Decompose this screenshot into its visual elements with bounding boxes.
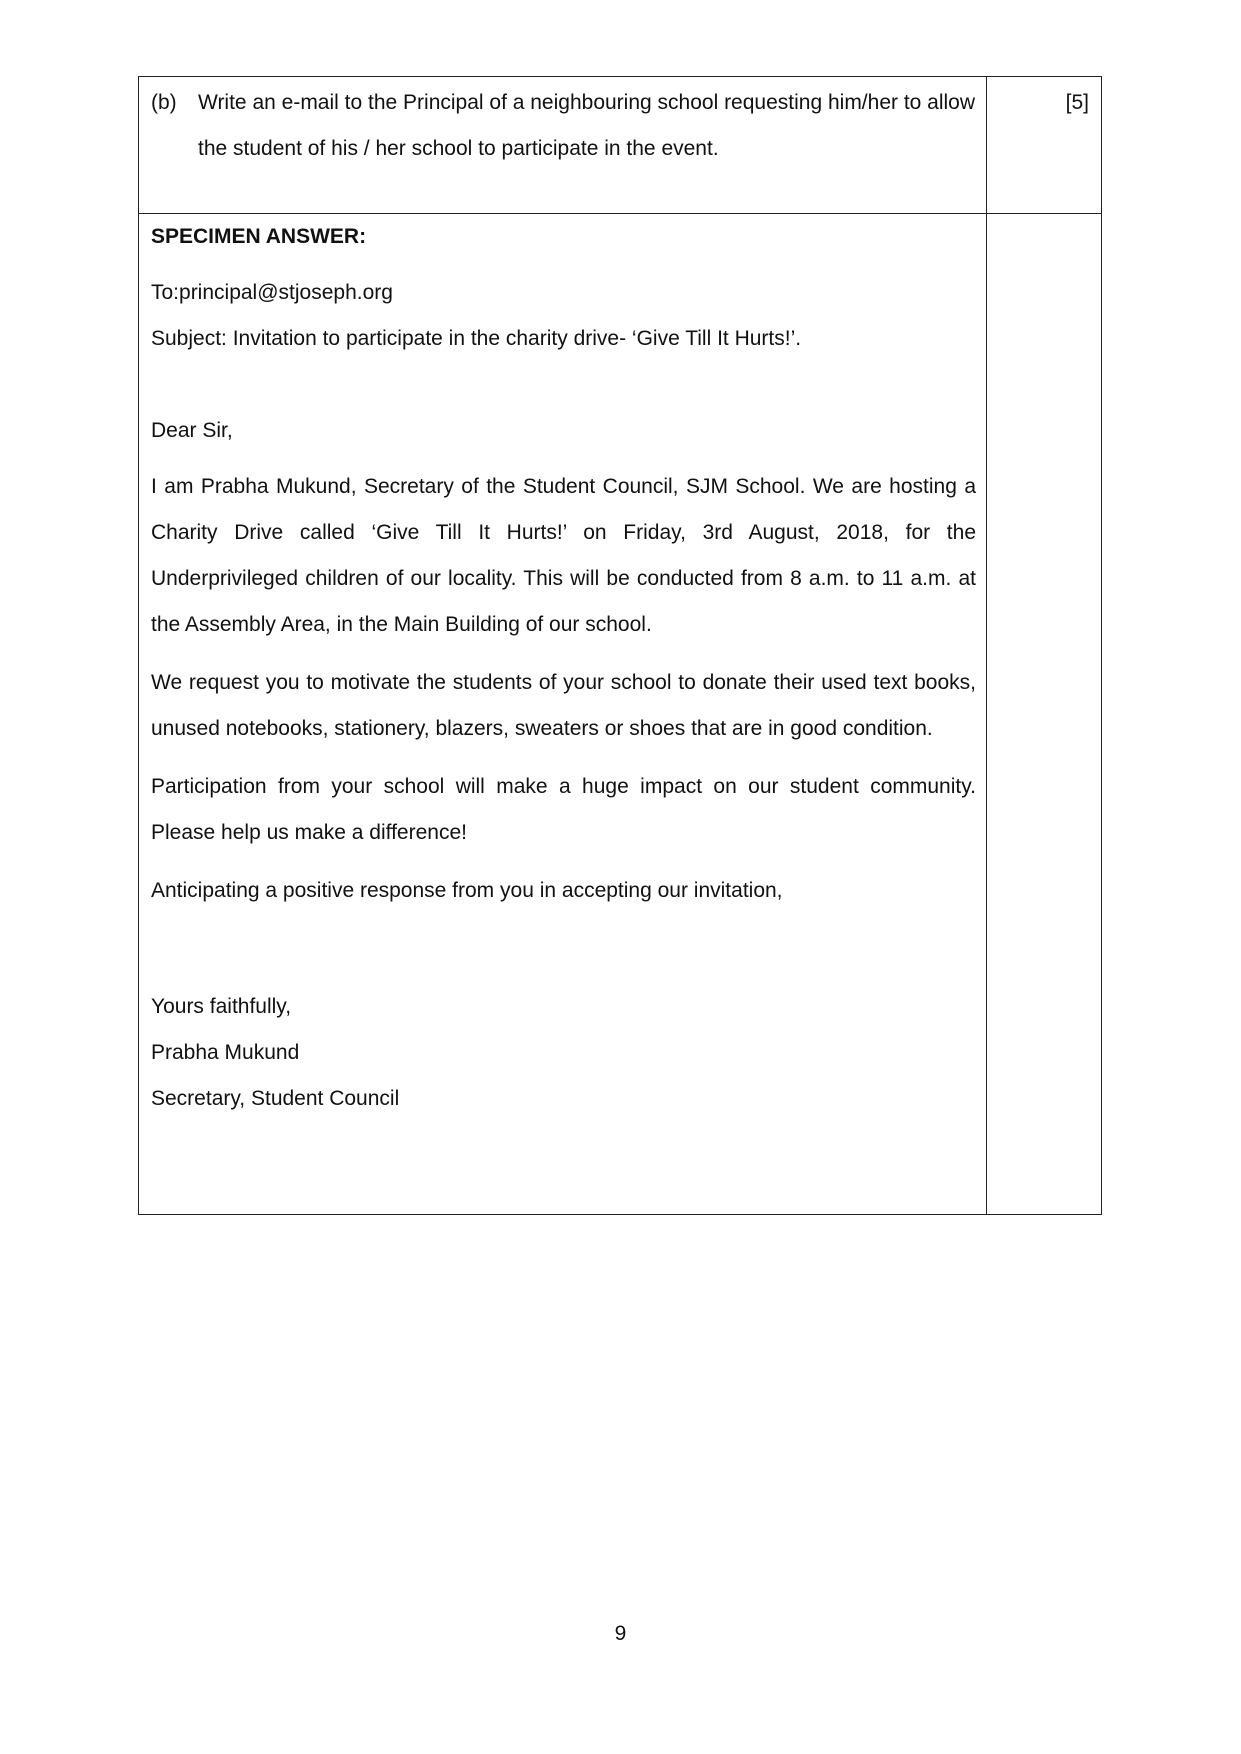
email-subject: Subject: Invitation to participate in the charity drive- ‘Give Till It Hurts!’.: [151, 327, 802, 350]
answer-table: [138, 76, 1102, 1215]
answer-cell: [139, 214, 987, 1215]
sender-name: Prabha Mukund: [151, 1041, 300, 1064]
answer-marks-cell: [986, 214, 1101, 1215]
closing: Yours faithfully,: [151, 995, 292, 1018]
page-number: 9: [614, 1622, 627, 1645]
sender-title: Secretary, Student Council: [151, 1087, 400, 1110]
salutation: Dear Sir,: [151, 419, 233, 442]
body-paragraph: Participation from your school will make a huge impact on our student community. Please help us make a difference!: [151, 775, 976, 844]
question-cell: [139, 77, 987, 214]
answer-row: [139, 214, 1102, 1215]
body-paragraph: I am Prabha Mukund, Secretary of the Student Council, SJM School. We are hosting a Charity Drive called ‘Give Till It Hurts!’ on Friday, 3rd August, 2018, for the Underprivileged children of our locality. This will be conducted from 8 a.m. to 11 a.m. at the Assembly Area, in the Main Building of our school.: [151, 475, 976, 636]
question-label: (b): [151, 91, 177, 114]
question-marks: [5]: [1065, 91, 1089, 114]
marks-cell: [986, 77, 1101, 214]
body-paragraph: We request you to motivate the students of your school to donate their used text books, unused notebooks, stationery, blazers, sweaters or shoes that are in good condition.: [151, 671, 976, 740]
specimen-heading: SPECIMEN ANSWER:: [151, 225, 367, 248]
question-row: [139, 77, 1102, 214]
body-paragraph: Anticipating a positive response from you in accepting our invitation,: [151, 879, 783, 902]
answer-content: [151, 214, 976, 1122]
email-to: To:principal@stjoseph.org: [151, 281, 393, 304]
question-text: Write an e-mail to the Principal of a neighbouring school requesting him/her to allow the student of his / her school to participate in the event.: [198, 91, 976, 160]
